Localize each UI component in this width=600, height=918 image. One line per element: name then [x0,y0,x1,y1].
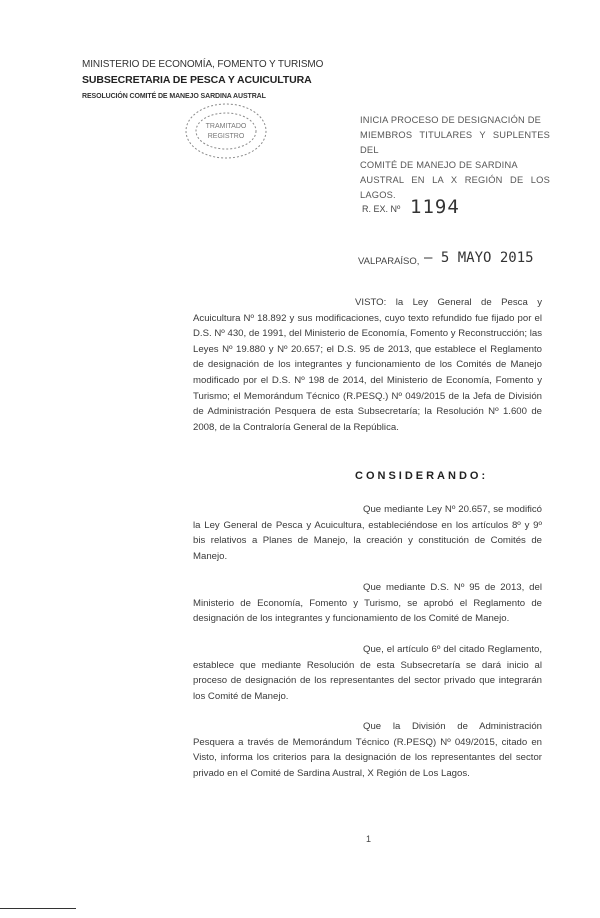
visto-paragraph: VISTO: la Ley General de Pesca y Acuicultura Nº 18.892 y sus modificaciones, cuyo texto refundido fue fijado por el D.S. Nº 430, de 1991, del Ministerio de Economía, Fomento y Reconstrucción; las Leyes Nº 19.880 y Nº 20.657; el D.S. 95 de 2013, que establece el Reglamento de designación de los integrantes y funcionamiento de los Comités de Manejo modificado por el D.S. Nº 198 de 2014, del Ministerio de Economía, Fomento y Turismo; el Memorándum Técnico (R.PESQ.) Nº 049/2015 de la Jefa de División de Administración Pesquera de esta Subsecretaría; la Resolución Nº 1.600 de 2008, de la Contraloría General de la República. [193,297,542,433]
stamp-line-1: TRAMITADO [205,123,247,130]
considerando-paragraph: Que mediante Ley Nº 20.657, se modificó la Ley General de Pesca y Acuicultura, estableciéndose en los artículos 8º y 9º bis relativos a Planes de Manejo, la creación y constitución de Comités de Manejo. [193,504,542,562]
resolution-summary [360,113,550,203]
summary-line: COMITÉ DE MANEJO DE SARDINA [360,160,518,170]
stamp-line-2: REGISTRO [207,133,245,140]
considerando-item [193,580,542,627]
considerando-item [193,719,542,781]
ministry-name: MINISTERIO DE ECONOMÍA, FOMENTO Y TURISMO [82,59,324,70]
resolution-reference: RESOLUCIÓN COMITÉ DE MANEJO SARDINA AUSTRAL [82,93,266,100]
considerando-heading: CONSIDERANDO: [355,470,489,482]
summary-line: INICIA PROCESO DE DESIGNACIÓN DE [360,115,542,125]
page-number: 1 [366,834,372,844]
resolution-number: 1194 [410,196,460,218]
considerando-paragraph: Que mediante D.S. Nº 95 de 2013, del Ministerio de Economía, Fomento y Turismo, se aprobó el Reglamento de designación de los integrantes y funcionamiento de los Comité de Manejo. [193,582,542,625]
considerando-item [193,642,542,704]
visto-section [193,295,542,435]
considerando-paragraph: Que la División de Administración Pesquera a través de Memorándum Técnico (R.PESQ) Nº 049/2015, citado en Visto, informa los criterios para la designación de los representantes del sector privado en el Comité de Sardina Austral, X Región de Los Lagos. [193,721,542,779]
considerando-paragraph: Que, el artículo 6º del citado Reglamento, establece que mediante Resolución de esta Subsecretaría se dará inicio al proceso de designación de los representantes del sector privado que integrarán los Comité de Manejo. [193,644,542,702]
summary-line: MIEMBROS TITULARES Y SUPLENTES DEL [360,130,550,155]
summary-line: AUSTRAL EN LA X REGIÓN DE LOS LAGOS. [360,175,550,200]
resolution-date: – 5 MAYO 2015 [424,250,534,266]
subsecretaria-name: SUBSECRETARIA DE PESCA Y ACUICULTURA [82,74,312,86]
place-label: VALPARAÍSO, [358,256,420,267]
resolution-label: R. EX. Nº [362,204,401,214]
footnote-divider [0,908,76,909]
considerando-item [193,502,542,564]
official-stamp [178,100,274,162]
